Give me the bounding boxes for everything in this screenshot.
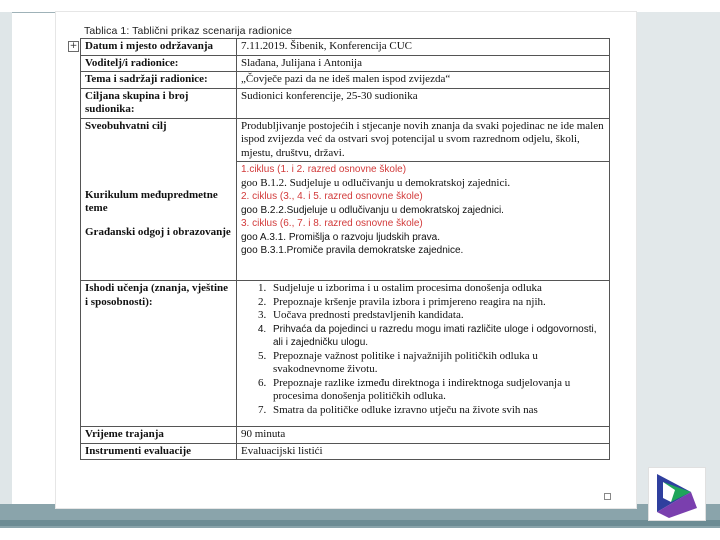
row-label-trajanje: Vrijeme trajanja <box>81 427 237 444</box>
goo-b31-line: goo B.3.1.Promiče pravila demokratske zajednice. <box>241 245 464 256</box>
row-label-instrumenti: Instrumenti evaluacije <box>81 443 237 460</box>
list-item: 4. Prihvaća da pojedinci u razredu mogu imati različite uloge i odgovornosti, ali i zajedničku ulogu. <box>269 323 605 350</box>
row-label-datum: Datum i mjesto održavanja <box>81 39 237 56</box>
slide-right-bar <box>634 12 720 520</box>
table-move-handle-icon[interactable]: + <box>69 41 78 51</box>
slide-left-bar <box>0 12 12 520</box>
table-row <box>81 443 610 460</box>
ciklus-2-line: 2. ciklus (3., 4. i 5. razred osnovne škole) <box>241 191 423 202</box>
row-label-kurikulum <box>81 162 237 281</box>
list-item: 7. Smatra da političke odluke izravno utječu na živote svih nas <box>269 404 605 418</box>
row-value-trajanje: 90 minuta <box>237 427 610 444</box>
outcomes-list <box>241 282 605 417</box>
list-item: 2. Prepoznaje kršenje pravila izbora i primjereno reagira na njih. <box>269 296 605 310</box>
row-label-skupina: Ciljana skupina i broj sudionika: <box>81 88 237 118</box>
row-value-skupina: Sudionici konferencije, 25-30 sudionika <box>237 88 610 118</box>
ciklus-1-line: 1.ciklus (1. i 2. razred osnovne škole) <box>241 164 407 175</box>
table-row <box>81 88 610 118</box>
document-page <box>56 12 636 508</box>
presentation-logo-icon <box>648 467 706 521</box>
goo-a31-line: goo A.3.1. Promišlja o razvoju ljudskih prava. <box>241 231 440 243</box>
row-value-datum: 7.11.2019. Šibenik, Konferencija CUC <box>237 39 610 56</box>
slide-bottom-stripe <box>0 520 720 526</box>
table-caption: Tablica 1: Tablični prikaz scenarija radionice <box>84 25 293 37</box>
list-item: 3. Uočava prednosti predstavljenih kandidata. <box>269 309 605 323</box>
row-label-cilj: Sveobuhvatni cilj <box>81 118 237 162</box>
row-value-voditelji: Slađana, Julijana i Antonija <box>237 55 610 72</box>
row-label-tema: Tema i sadržaji radionice: <box>81 72 237 89</box>
scenario-table <box>80 38 610 460</box>
list-item: 5. Prepoznaje važnost politike i najvažnijih političkih odluka u svakodnevnome životu. <box>269 350 605 377</box>
table-row <box>81 162 610 281</box>
table-row <box>81 427 610 444</box>
kurikulum-label: Kurikulum međupredmetne teme <box>85 188 218 214</box>
row-value-cilj: Produbljivanje postojećih i stjecanje novih znanja da svaki pojedinac ne ide malen ispod zvijezda već da ostvari svoj potencijal u svom razrednom odjelu, školi, mjestu, društvu, državi. <box>237 118 610 162</box>
table-row <box>81 118 610 162</box>
table-row <box>81 55 610 72</box>
list-item: 1. Sudjeluje u izborima i u ostalim procesima donošenja odluka <box>269 282 605 296</box>
list-item: 6. Prepoznaje razlike između direktnoga i indirektnoga sudjelovanja u procesima donošenja političkih odluka. <box>269 377 605 404</box>
table-row <box>81 281 610 427</box>
row-value-ishodi <box>237 281 610 427</box>
row-value-instrumenti: Evaluacijski listići <box>237 443 610 460</box>
table-resize-handle-icon[interactable] <box>604 493 611 500</box>
god-label: Građanski odgoj i obrazovanje <box>85 225 231 238</box>
row-value-tema: „Čovječe pazi da ne ideš malen ispod zvijezda“ <box>237 72 610 89</box>
goo-b22-line: goo B.2.2.Sudjeluje u odlučivanju u demokratskoj zajednici. <box>241 204 504 216</box>
row-label-ishodi: Ishodi učenja (znanja, vještine i sposobnosti): <box>81 281 237 427</box>
goo-b12-line: goo B.1.2. Sudjeluje u odlučivanju u demokratskoj zajednici. <box>241 176 511 189</box>
ciklus-3-line: 3. ciklus (6., 7. i 8. razred osnovne škole) <box>241 218 423 229</box>
row-label-voditelji: Voditelj/i radionice: <box>81 55 237 72</box>
table-row <box>81 39 610 56</box>
row-value-kurikulum <box>237 162 610 281</box>
table-row <box>81 72 610 89</box>
